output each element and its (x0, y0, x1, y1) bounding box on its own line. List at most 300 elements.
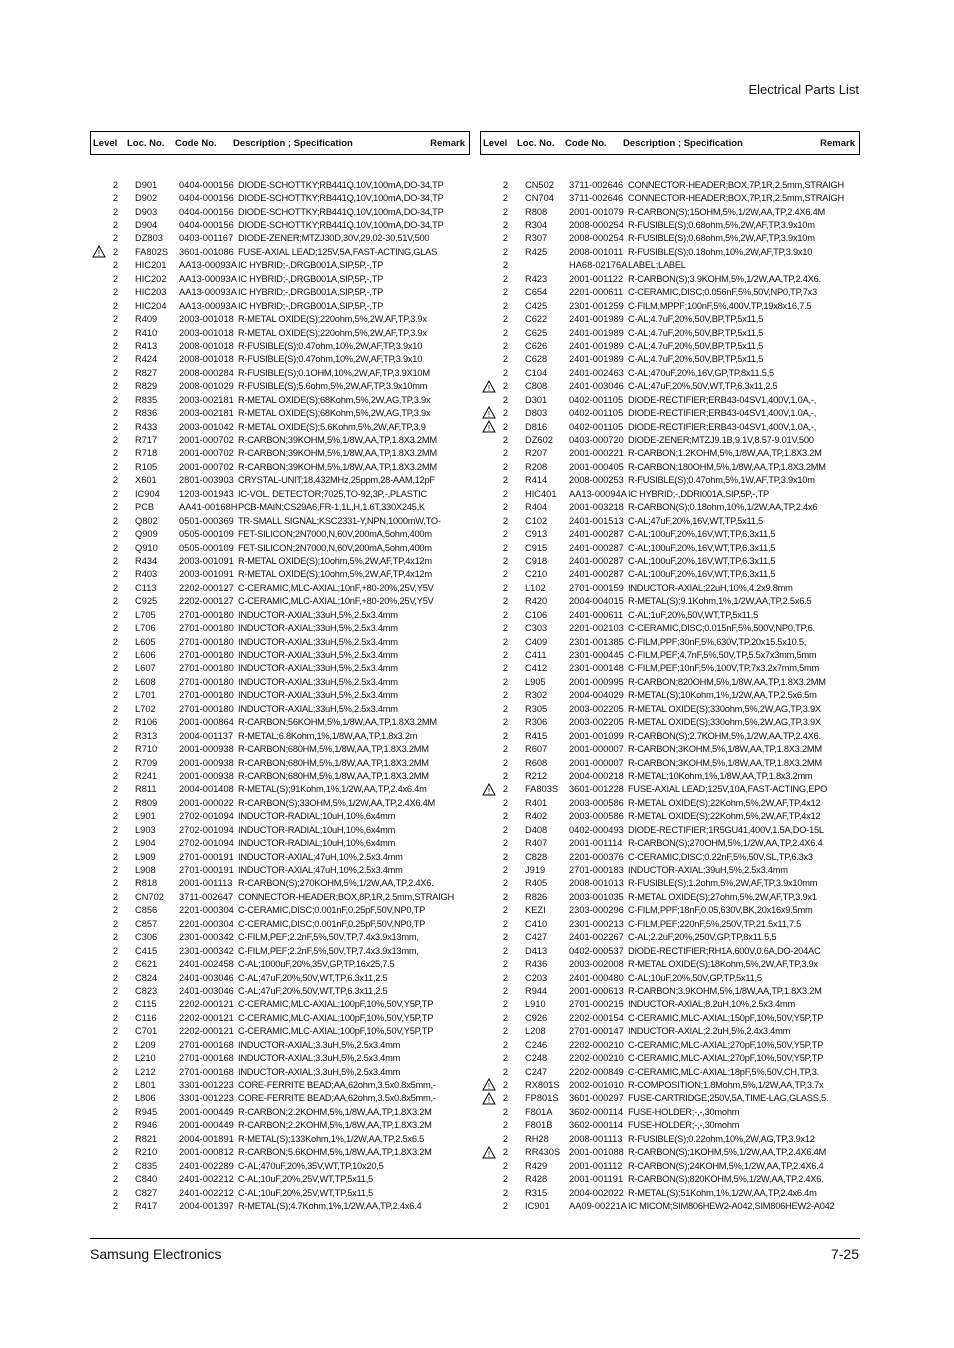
loc-no: L901 (135, 811, 156, 822)
table-row (90, 1132, 470, 1145)
loc-no: C411 (525, 650, 547, 661)
table-row (480, 1186, 860, 1199)
description: C-AL;100uF,20%,16V,WT,TP,6.3x11,5 (628, 542, 776, 553)
code-no: 2001-003218 (569, 502, 624, 513)
table-row (90, 729, 470, 742)
table-row (480, 299, 860, 312)
table-row (480, 420, 860, 433)
part-level: 2 (502, 461, 508, 472)
part-level: 2 (112, 959, 118, 970)
code-no: 2004-004029 (569, 690, 624, 701)
loc-no: R423 (525, 273, 548, 284)
part-level: 2 (502, 1026, 508, 1037)
description: FUSE-HOLDER;-,-,30mohm (628, 1120, 740, 1131)
table-row (480, 353, 860, 366)
part-level: 2 (502, 972, 508, 983)
loc-no: C306 (135, 932, 158, 943)
description: IC HYBRID;-,DDRI001A,SIP,5P,-,TP (628, 488, 769, 499)
table-row (480, 581, 860, 594)
code-no: 2401-001989 (569, 327, 624, 338)
code-no: 2701-000168 (179, 1066, 234, 1077)
loc-no: C410 (525, 918, 548, 929)
loc-no: C203 (525, 972, 548, 983)
loc-no: R434 (135, 555, 158, 566)
table-row (90, 796, 470, 809)
description: C-FILM,PPF;18nF,0.05,630V,BK,20x16x9.5mm (628, 905, 813, 916)
loc-no: D903 (135, 206, 158, 217)
safety-warning-icon (482, 420, 496, 433)
table-row (480, 662, 860, 675)
description: TR-SMALL SIGNAL;KSC2331-Y,NPN,1000mW,TO- (238, 515, 441, 526)
loc-no: C621 (135, 959, 158, 970)
svg-text:!: ! (487, 786, 491, 796)
code-no: 2001-000812 (179, 1147, 234, 1158)
loc-no: C856 (135, 905, 158, 916)
header-remark: Remark (820, 137, 855, 149)
table-row (480, 635, 860, 648)
part-level: 2 (112, 905, 118, 916)
footer-divider (90, 1238, 860, 1239)
code-no: 2702-001094 (179, 811, 234, 822)
code-no: HA68-02176A (569, 260, 628, 271)
description: C-AL;4.7uF,20%,50V,BP,TP,5x11,5 (628, 340, 764, 351)
table-row (480, 1038, 860, 1051)
description: R-CARBON;820OHM,5%,1/8W,AA,TP,1.8X3.2MM (628, 676, 826, 687)
code-no: 0403-001167 (179, 233, 234, 244)
part-level: 2 (112, 784, 118, 795)
description: R-METAL;6.8Kohm,1%,1/8W,AA,TP,1.8x3.2m (238, 730, 418, 741)
description: R-METAL OXIDE(S);220ohm,5%,2W,AF,TP,3.9x (238, 314, 427, 325)
table-row (90, 1092, 470, 1105)
code-no: 2202-000121 (179, 1026, 234, 1037)
part-level: 2 (112, 838, 118, 849)
code-no: 2004-004015 (569, 596, 624, 607)
code-no: 2002-001010 (569, 1080, 624, 1091)
loc-no: C425 (525, 300, 548, 311)
description: INDUCTOR-AXIAL;33uH,5%,2.5x3.4mm (238, 690, 398, 701)
loc-no: R827 (135, 367, 158, 378)
loc-no: R811 (135, 784, 157, 795)
svg-text:!: ! (487, 1095, 491, 1105)
code-no: 0505-000109 (179, 529, 234, 540)
loc-no: CN502 (525, 179, 554, 190)
description: R-CARBON(S);3.9KOHM,5%,1/2W,AA,TP,2.4X6. (628, 273, 821, 284)
code-no: 2004-001408 (179, 784, 234, 795)
part-level: 2 (112, 650, 118, 661)
table-row (90, 608, 470, 621)
description: C-CERAMIC,DISC;0.056nF,5%,50V,NP0,TP,7x3 (628, 287, 817, 298)
table-row (90, 756, 470, 769)
code-no: 2401-000287 (569, 555, 624, 566)
loc-no: C701 (135, 1026, 158, 1037)
part-level: 2 (502, 448, 508, 459)
table-row (480, 769, 860, 782)
table-row (480, 1159, 860, 1172)
description: R-CARBON(S);2.7KOHM,5%,1/2W,AA,TP,2.4X6. (628, 730, 821, 741)
safety-warning-icon (482, 406, 496, 419)
code-no: 2301-000342 (179, 945, 234, 956)
part-level: 2 (112, 502, 118, 513)
loc-no: C835 (135, 1160, 158, 1171)
part-level: 2 (112, 972, 118, 983)
table-row (480, 447, 860, 460)
description: R-METAL OXIDE(S);10ohm,5%,2W,AF,TP,4x12m (238, 569, 432, 580)
table-row (90, 689, 470, 702)
loc-no: R405 (525, 878, 548, 889)
description: C-CERAMIC,DISC;0.22nF,5%,50V,SL,TP,6.3x3 (628, 851, 813, 862)
description: R-METAL OXIDE(S);330ohm,5%,2W,AG,TP,3.9X (628, 717, 821, 728)
loc-no: C824 (135, 972, 158, 983)
table-row (480, 971, 860, 984)
part-level: 2 (112, 811, 118, 822)
description: R-CARBON;2.2KOHM,5%,1/8W,AA,TP,1.8X3.2M (238, 1120, 432, 1131)
svg-text:!: ! (487, 423, 491, 433)
description: C-FILM,PEF;220nF,5%,250V,TP,21.5x11,7.5 (628, 918, 802, 929)
part-level: 2 (502, 1012, 508, 1023)
loc-no: R401 (525, 797, 548, 808)
part-level: 2 (502, 891, 508, 902)
code-no: 2401-002212 (179, 1187, 234, 1198)
part-level: 2 (112, 1200, 118, 1211)
description: INDUCTOR-AXIAL;3.3uH,5%,2.5x3.4mm (238, 1039, 401, 1050)
part-level: 2 (112, 488, 118, 499)
code-no: 2401-001989 (569, 354, 624, 365)
footer-brand: Samsung Electronics (90, 1246, 222, 1262)
table-row (90, 218, 470, 231)
part-level: 2 (112, 408, 118, 419)
table-row (480, 877, 860, 890)
code-no: 2401-002463 (569, 367, 624, 378)
description: IC HYBRID;-,DRGB001A,SIP,5P,-,TP (238, 273, 384, 284)
description: R-METAL OXIDE(S);10ohm,5%,2W,AF,TP,4x12m (238, 555, 432, 566)
code-no: 2401-003046 (179, 985, 234, 996)
description: IC HYBRID;-,DRGB001A,SIP,5P,-,TP (238, 260, 384, 271)
description: INDUCTOR-RADIAL;10uH,10%,6x4mm (238, 824, 396, 835)
part-level: 2 (502, 273, 508, 284)
part-level: 2 (112, 1106, 118, 1117)
loc-no: R415 (525, 730, 548, 741)
table-row (90, 1172, 470, 1185)
part-level: 2 (502, 475, 508, 486)
description: INDUCTOR-AXIAL;2.2uH,5%,2.4x3.4mm (628, 1026, 791, 1037)
code-no: 2202-000154 (569, 1012, 624, 1023)
code-no: 0402-001105 (569, 408, 624, 419)
table-row (480, 1146, 860, 1159)
loc-no: R407 (525, 838, 548, 849)
loc-no: F801A (525, 1106, 553, 1117)
loc-no: L705 (135, 609, 156, 620)
loc-no: RR430S (525, 1147, 561, 1158)
loc-no: L903 (135, 824, 156, 835)
loc-no: C626 (525, 340, 548, 351)
code-no: 2008-001029 (179, 381, 234, 392)
description: C-CERAMIC,MLC-AXIAL;100pF,10%,50V,Y5P,TP (238, 1026, 434, 1037)
loc-no: HIC204 (135, 300, 167, 311)
description: R-CARBON;680HM,5%,1/8W,AA,TP,1.8X3.2MM (238, 744, 429, 755)
loc-no: C827 (135, 1187, 158, 1198)
code-no: 2202-000210 (569, 1053, 624, 1064)
code-no: 2001-001112 (569, 1160, 623, 1171)
table-row (90, 232, 470, 245)
code-no: 2401-000287 (569, 569, 624, 580)
part-level: 2 (112, 945, 118, 956)
table-row (480, 1199, 860, 1212)
description: C-CERAMIC,MLC-AXIAL;100pF,10%,50V,Y5P,TP (238, 1012, 434, 1023)
loc-no: D803 (525, 408, 548, 419)
description: R-CARBON(S);15OHM,5%,1/2W,AA,TP,2.4X6.4M (628, 206, 826, 217)
loc-no: RX801S (525, 1080, 560, 1091)
description: C-CERAMIC,DISC;0.001nF,0.25pF,50V,NP0,TP (238, 905, 426, 916)
code-no: 0404-000156 (179, 179, 234, 190)
code-no: 2401-003046 (569, 381, 624, 392)
part-level: 2 (112, 770, 118, 781)
table-row (90, 178, 470, 191)
table-row (90, 850, 470, 863)
loc-no: R302 (525, 690, 548, 701)
code-no: 2701-000180 (179, 690, 234, 701)
description: R-METAL OXIDE(S);5.6Kohm,5%,2W,AF,TP,3.9 (238, 421, 426, 432)
part-level: 2 (502, 1133, 508, 1144)
part-level: 2 (502, 327, 508, 338)
loc-no: C918 (525, 555, 548, 566)
loc-no: C625 (525, 327, 548, 338)
description: R-CARBON;680HM,5%,1/8W,AA,TP,1.8X3.2MM (238, 757, 429, 768)
code-no: 2001-000405 (569, 461, 624, 472)
part-level: 2 (502, 865, 508, 876)
code-no: AA09-00221A (569, 1200, 627, 1211)
code-no: 2301-001385 (569, 636, 624, 647)
part-level: 2 (112, 327, 118, 338)
code-no: 2003-002205 (569, 717, 624, 728)
part-level: 2 (502, 1066, 508, 1077)
description: R-CARBON;5.6KOHM,5%,1/8W,AA,TP,1.8X3.2M (238, 1147, 432, 1158)
part-level: 2 (502, 918, 508, 929)
part-level: 2 (502, 193, 508, 204)
part-level: 2 (502, 1147, 508, 1158)
table-row (480, 433, 860, 446)
part-level: 2 (112, 193, 118, 204)
description: C-AL;47uF,20%,50V,WT,TP,6.3x11,2.5 (628, 381, 778, 392)
part-level: 2 (112, 1120, 118, 1131)
part-level: 2 (112, 757, 118, 768)
part-level: 2 (502, 811, 508, 822)
table-row (480, 1025, 860, 1038)
description: R-COMPOSITION;1.8Mohm,5%,1/2W,AA,TP,3.7x (628, 1080, 824, 1091)
code-no: 0505-000109 (179, 542, 234, 553)
loc-no: C628 (525, 354, 548, 365)
part-level: 2 (112, 999, 118, 1010)
table-row (480, 568, 860, 581)
code-no: 2001-001114 (569, 838, 623, 849)
code-no: 2004-001891 (179, 1133, 234, 1144)
table-row (90, 810, 470, 823)
part-level: 2 (502, 905, 508, 916)
table-row (90, 702, 470, 715)
description: INDUCTOR-AXIAL;33uH,5%,2.5x3.4mm (238, 636, 398, 647)
description: INDUCTOR-AXIAL;33uH,5%,2.5x3.4mm (238, 650, 398, 661)
code-no: 2001-000221 (569, 448, 624, 459)
table-row (480, 1078, 860, 1091)
code-no: AA13-00094A (569, 488, 627, 499)
code-no: 2003-001091 (179, 569, 234, 580)
code-no: 2001-000449 (179, 1106, 234, 1117)
code-no: AA13-00093A (179, 260, 237, 271)
header-code-no: Code No. (565, 137, 607, 149)
table-row (480, 998, 860, 1011)
part-level: 2 (502, 703, 508, 714)
table-row (480, 756, 860, 769)
code-no: 2202-000849 (569, 1066, 624, 1077)
header-loc-no: Loc. No. (127, 137, 165, 149)
code-no: 2008-001011 (569, 246, 624, 257)
code-no: 2001-001113 (179, 878, 233, 889)
description: R-METAL OXIDE(S);330ohm,5%,2W,AG,TP,3.9X (628, 703, 821, 714)
table-row (480, 541, 860, 554)
description: R-FUSIBLE(S);0.47ohm,10%,2W,AF,TP,3.9x10 (238, 354, 423, 365)
description: C-CERAMIC,MLC-AXIAL;18pF,5%,50V,CH,TP,3. (628, 1066, 819, 1077)
loc-no: C409 (525, 636, 548, 647)
loc-no: L605 (135, 636, 156, 647)
table-row (90, 1119, 470, 1132)
description: C-CERAMIC,DISC;0.001nF,0.25pF,50V,NP0,TP (238, 918, 426, 929)
part-level: 2 (502, 408, 508, 419)
loc-no: R409 (135, 314, 158, 325)
code-no: 2001-001191 (569, 1174, 624, 1185)
section-title: Electrical Parts List (748, 82, 859, 97)
description: R-CARBON;39KOHM,5%,1/8W,AA,TP,1.8X3.2MM (238, 448, 437, 459)
loc-no: R424 (135, 354, 158, 365)
code-no: 0403-000720 (569, 435, 624, 446)
table-row (90, 944, 470, 957)
description: R-CARBON;1.2KOHM,5%,1/8W,AA,TP,1.8X3.2M (628, 448, 822, 459)
part-level: 2 (502, 314, 508, 325)
loc-no: C915 (525, 542, 548, 553)
loc-no: R305 (525, 703, 548, 714)
table-row (90, 890, 470, 903)
part-level: 2 (502, 246, 508, 257)
description: R-CARBON;39KOHM,5%,1/8W,AA,TP,1.8X3.2MM (238, 435, 437, 446)
part-level: 2 (502, 985, 508, 996)
description: R-METAL(S);133Kohm,1%,1/2W,AA,TP,2.5x6.5 (238, 1133, 425, 1144)
part-level: 2 (112, 918, 118, 929)
table-row (90, 1105, 470, 1118)
table-row (480, 742, 860, 755)
part-level: 2 (112, 1093, 118, 1104)
loc-no: R608 (525, 757, 548, 768)
code-no: AA13-00093A (179, 273, 237, 284)
table-row (90, 474, 470, 487)
code-no: 2301-000213 (569, 918, 624, 929)
description: R-METAL(S);9.1Kohm,1%,1/2W,AA,TP,2.5x6.5 (628, 596, 812, 607)
part-level: 2 (112, 1080, 118, 1091)
code-no: 2004-000218 (569, 770, 624, 781)
table-row (90, 998, 470, 1011)
table-row (480, 514, 860, 527)
loc-no: C622 (525, 314, 548, 325)
part-level: 2 (112, 448, 118, 459)
loc-no: L905 (525, 676, 546, 687)
loc-no: R315 (525, 1187, 548, 1198)
code-no: 2701-000183 (569, 865, 624, 876)
loc-no: R818 (135, 878, 158, 889)
code-no: 2701-000215 (569, 999, 624, 1010)
safety-warning-icon (482, 380, 496, 393)
part-level: 2 (502, 730, 508, 741)
part-level: 2 (112, 273, 118, 284)
table-row (480, 810, 860, 823)
table-row (90, 312, 470, 325)
table-row (480, 1011, 860, 1024)
loc-no: C303 (525, 623, 548, 634)
part-level: 2 (112, 717, 118, 728)
table-row (480, 1105, 860, 1118)
code-no: 2401-002289 (179, 1160, 234, 1171)
code-no: 2701-000180 (179, 650, 234, 661)
loc-no: R208 (525, 461, 548, 472)
description: DIODE-SCHOTTKY;RB441Q,10V,100mA,DO-34,TP (238, 179, 444, 190)
part-level: 2 (502, 421, 508, 432)
description: C-AL;47uF,20%,50V,WT,TP,6.3x11,2.5 (238, 985, 388, 996)
code-no: 2301-000148 (569, 663, 624, 674)
description: C-FILM,PPF;30nF,5%,630V,TP,20x15.5x10.5, (628, 636, 807, 647)
loc-no: PCB (135, 502, 155, 513)
code-no: 2301-001259 (569, 300, 624, 311)
code-no: 2201-000376 (569, 851, 624, 862)
loc-no: FA803S (525, 784, 559, 795)
description: C-AL;100uF,20%,16V,WT,TP,6.3x11,5 (628, 555, 776, 566)
part-level: 2 (112, 582, 118, 593)
code-no: 2201-002103 (569, 623, 624, 634)
code-no: 0402-000537 (569, 945, 624, 956)
loc-no: C840 (135, 1174, 158, 1185)
description: C-CERAMIC,MLC-AXIAL;10nF,+80-20%,25V,Y5V (238, 582, 434, 593)
description: CORE-FERRITE BEAD;AA,62ohm,3.5x0.8x5mm,- (238, 1080, 436, 1091)
description: C-AL;1000uF,20%,35V,GP,TP,16x25,7.5 (238, 959, 395, 970)
part-level: 2 (502, 932, 508, 943)
part-level: 2 (112, 381, 118, 392)
description: DIODE-ZENER;MTZJ9.1B,9.1V,8.57-9.01V,500 (628, 435, 814, 446)
code-no: 3601-001228 (569, 784, 624, 795)
code-no: 1203-001943 (179, 488, 234, 499)
description: R-FUSIBLE(S);0.47ohm,10%,2W,AF,TP,3.9x10 (238, 340, 423, 351)
svg-text:!: ! (97, 249, 101, 259)
part-level: 2 (112, 1187, 118, 1198)
code-no: 2301-000342 (179, 932, 234, 943)
description: R-FUSIBLE(S);0.1OHM,10%,2W,AF,TP,3.9X10M (238, 367, 430, 378)
description: C-FILM,PEF;10nF,5%,100V,TP,7x3.2x7mm,5mm (628, 663, 819, 674)
loc-no: DZ602 (525, 435, 553, 446)
part-level: 2 (502, 582, 508, 593)
loc-no: DZ803 (135, 233, 163, 244)
code-no: 2001-000864 (179, 717, 234, 728)
code-no: 2301-000445 (569, 650, 624, 661)
description: R-METAL(S);10Kohm,1%,1/2W,AA,TP,2.5x6.5m (628, 690, 817, 701)
table-row (480, 178, 860, 191)
table-row (480, 554, 860, 567)
description: CONNECTOR-HEADER;BOX,7P,1R,2.5mm,STRAIGH (628, 193, 844, 204)
part-level: 2 (112, 206, 118, 217)
description: C-AL;10uF,20%,25V,WT,TP,5x11,5 (238, 1174, 373, 1185)
table-row (480, 474, 860, 487)
code-no: 3601-001086 (179, 246, 234, 257)
loc-no: L209 (135, 1039, 156, 1050)
code-no: 2008-001113 (569, 1133, 623, 1144)
description: R-CARBON;680HM,5%,1/8W,AA,TP,1.8X3.2MM (238, 770, 429, 781)
table-row (90, 823, 470, 836)
loc-no: D408 (525, 824, 548, 835)
code-no: 3711-002646 (569, 193, 624, 204)
code-no: 2003-002181 (179, 394, 234, 405)
